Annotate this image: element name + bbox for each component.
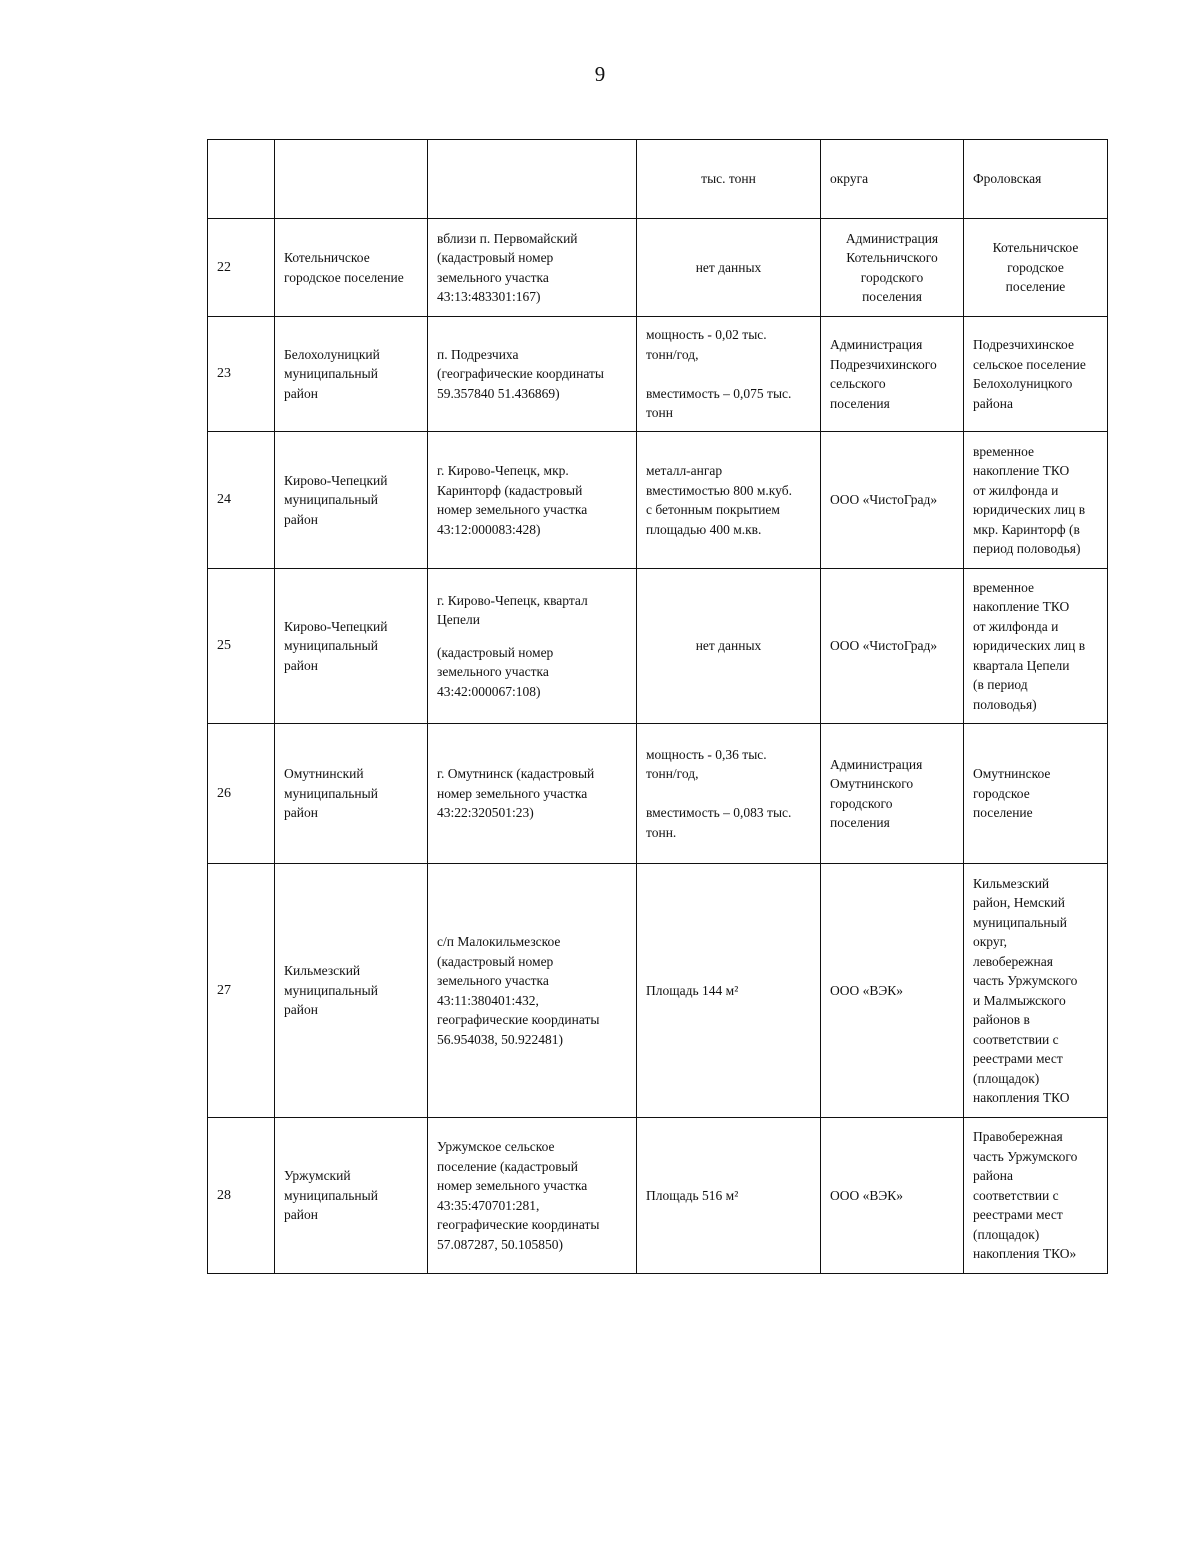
cell-operator: Администрация Котельничского городского поселения [821,219,964,317]
cell-location: г. Кирово-Чепецк, мкр. Каринторф (кадастровый номер земельного участка 43:12:000083:428) [428,432,637,569]
cell-service-area: временное накопление ТКО от жилфонда и юридических лиц в квартала Цепели (в период половодья) [964,569,1108,724]
cell-district [275,140,428,219]
cell-capacity: нет данных [637,569,821,724]
cell-service-area: Фроловская [964,140,1108,219]
location-address: г. Кирово-Чепецк, квартал Цепели [437,592,588,628]
cell-location: вблизи п. Первомайский (кадастровый номер земельного участка 43:13:483301:167) [428,219,637,317]
cell-service-area: Правобережная часть Уржумского района соответствии с реестрами мест (площадок) накопления ТКО» [964,1118,1108,1274]
cell-operator: ООО «ЧистоГрад» [821,432,964,569]
cell-service-area: временное накопление ТКО от жилфонда и юридических лиц в мкр. Каринторф (в период половодья) [964,432,1108,569]
cell-district: Уржумский муниципальный район [275,1118,428,1274]
cell-district: Котельничское городское поселение [275,219,428,317]
cell-location: Уржумское сельское поселение (кадастровый номер земельного участка 43:35:470701:281, географические координаты 57.087287, 50.105850) [428,1118,637,1274]
cell-location: п. Подрезчиха (географические координаты 59.357840 51.436869) [428,317,637,432]
cell-location: г. Омутнинск (кадастровый номер земельного участка 43:22:320501:23) [428,724,637,864]
cell-number: 25 [208,569,275,724]
cell-number: 26 [208,724,275,864]
cell-service-area: Омутнинское городское поселение [964,724,1108,864]
cell-number: 24 [208,432,275,569]
cell-operator: ООО «ВЭК» [821,864,964,1118]
cell-district: Кильмезский муниципальный район [275,864,428,1118]
cell-district: Кирово-Чепецкий муниципальный район [275,569,428,724]
cell-location: с/п Малокильмезское (кадастровый номер земельного участка 43:11:380401:432, географические координаты 56.954038, 50.922481) [428,864,637,1118]
location-cadastral: (кадастровый номер земельного участка 43:42:000067:108) [437,644,554,699]
cell-number [208,140,275,219]
cell-number: 22 [208,219,275,317]
cell-service-area: Кильмезский район, Немский муниципальный округ, левобережная часть Уржумского и Малмыжского районов в соответствии с реестрами мест (площадок) накопления ТКО [964,864,1108,1118]
cell-district: Омутнинский муниципальный район [275,724,428,864]
cell-capacity: металл-ангар вместимостью 800 м.куб. с бетонным покрытием площадью 400 м.кв. [637,432,821,569]
cell-capacity: Площадь 144 м² [637,864,821,1118]
cell-number: 28 [208,1118,275,1274]
cell-operator: ООО «ЧистоГрад» [821,569,964,724]
cell-district: Белохолуницкий муниципальный район [275,317,428,432]
cell-number: 23 [208,317,275,432]
cell-capacity: Площадь 516 м² [637,1118,821,1274]
table-row [208,432,1108,569]
table-row [208,317,1108,432]
cell-capacity: нет данных [637,219,821,317]
cell-location [428,569,637,724]
cell-service-area: Подрезчихинское сельское поселение Белохолуницкого района [964,317,1108,432]
cell-operator: ООО «ВЭК» [821,1118,964,1274]
waste-sites-table [207,139,1108,1274]
cell-operator: Администрация Омутнинского городского поселения [821,724,964,864]
table-row [208,219,1108,317]
cell-operator: Администрация Подрезчихинского сельского поселения [821,317,964,432]
cell-capacity: мощность - 0,36 тыс. тонн/год, вместимость – 0,083 тыс. тонн. [637,724,821,864]
cell-capacity: тыс. тонн [637,140,821,219]
page-number: 9 [594,62,606,86]
cell-district: Кирово-Чепецкий муниципальный район [275,432,428,569]
cell-operator: округа [821,140,964,219]
cell-location [428,140,637,219]
cell-service-area: Котельничское городское поселение [964,219,1108,317]
table-row-continued [208,140,1108,219]
cell-capacity: мощность - 0,02 тыс. тонн/год, вместимость – 0,075 тыс. тонн [637,317,821,432]
cell-number: 27 [208,864,275,1118]
table-row [208,569,1108,724]
table-row [208,724,1108,864]
table-row [208,864,1108,1118]
table-row [208,1118,1108,1274]
